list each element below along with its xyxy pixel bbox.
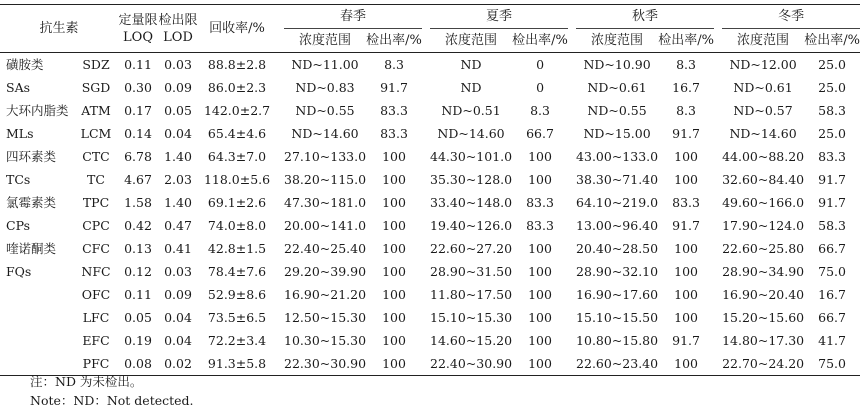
cell-lod: 0.04 <box>164 333 192 348</box>
cell-spacer <box>568 76 576 99</box>
cell-abbr: TC <box>87 172 105 187</box>
cell-spacer <box>422 352 430 376</box>
cell-spacer <box>714 122 722 145</box>
cell-spacer <box>422 283 430 306</box>
cell-rate: 83.3 <box>380 126 408 141</box>
cell-spacer <box>422 145 430 168</box>
cell-spacer <box>276 122 284 145</box>
cell-range: 22.60~27.20 <box>430 241 513 256</box>
cell-spacer <box>714 214 722 237</box>
cell-rate: 100 <box>382 333 406 348</box>
cell-rate: 100 <box>674 241 698 256</box>
cell-range: 22.70~24.20 <box>722 352 804 376</box>
cell-recovery: 91.3±5.8 <box>198 352 276 376</box>
cell-range: 64.10~219.0 <box>576 195 659 210</box>
cell-loq: 0.11 <box>124 287 152 302</box>
cell-recovery: 52.9±8.6 <box>207 287 267 302</box>
cell-rate: 100 <box>382 310 406 325</box>
cell-rate: 100 <box>674 172 698 187</box>
cell-range: ND~14.60 <box>437 126 505 141</box>
cell-spacer <box>276 145 284 168</box>
header-rate: 检出率/% <box>658 29 714 53</box>
cell-spacer <box>276 237 284 260</box>
cell-recovery: 118.0±5.6 <box>203 172 271 187</box>
cell-spacer <box>568 99 576 122</box>
cell-lod: 0.04 <box>164 126 192 141</box>
cell-spacer <box>422 214 430 237</box>
cell-rate: 25.0 <box>818 80 846 95</box>
cell-spacer <box>568 306 576 329</box>
cell-range: 16.90~20.40 <box>722 287 805 302</box>
cell-spacer <box>568 53 576 77</box>
table-row <box>0 306 860 329</box>
cell-spacer <box>276 329 284 352</box>
cell-rate: 8.3 <box>676 103 696 118</box>
cell-rate: 100 <box>382 195 406 210</box>
cell-spacer <box>276 306 284 329</box>
cell-range: 14.60~15.20 <box>430 333 513 348</box>
cell-rate: 25.0 <box>818 57 846 72</box>
cell-lod: 0.02 <box>158 352 198 376</box>
cell-rate: 83.3 <box>526 218 554 233</box>
header-lod <box>158 5 198 53</box>
cell-rate: 16.7 <box>672 80 700 95</box>
cell-abbr: PFC <box>74 352 118 376</box>
cell-recovery: 86.0±2.3 <box>207 80 267 95</box>
cell-spacer <box>714 306 722 329</box>
cell-rate: 83.3 <box>380 103 408 118</box>
cell-range: 43.00~133.0 <box>576 149 659 164</box>
cell-class: 喹诺酮类 <box>6 241 57 256</box>
cell-range: ND <box>460 80 482 95</box>
cell-range: 20.40~28.50 <box>576 241 659 256</box>
cell-loq: 4.67 <box>124 172 152 187</box>
cell-rate: 100 <box>512 352 568 376</box>
cell-lod: 0.03 <box>164 264 192 279</box>
cell-loq: 0.11 <box>124 57 152 72</box>
cell-abbr: OFC <box>81 287 111 302</box>
header-loq-cn: 定量限 <box>118 12 158 28</box>
cell-spacer <box>422 168 430 191</box>
cell-rate: 25.0 <box>818 126 846 141</box>
cell-lod: 0.47 <box>164 218 192 233</box>
cell-spacer <box>422 76 430 99</box>
cell-rate: 66.7 <box>818 241 846 256</box>
cell-range: 16.90~21.20 <box>284 287 367 302</box>
cell-spacer <box>276 283 284 306</box>
cell-spacer <box>276 191 284 214</box>
cell-spacer <box>276 53 284 77</box>
cell-rate: 100 <box>528 264 552 279</box>
cell-spacer <box>422 260 430 283</box>
cell-spacer <box>568 145 576 168</box>
cell-rate: 100 <box>382 287 406 302</box>
cell-rate: 100 <box>658 352 714 376</box>
cell-rate: 83.3 <box>818 149 846 164</box>
cell-loq: 6.78 <box>124 149 152 164</box>
header-loq-en: LOQ <box>123 29 153 45</box>
cell-spacer <box>422 237 430 260</box>
cell-abbr: SGD <box>81 80 111 95</box>
data-table <box>0 4 860 376</box>
cell-spacer <box>714 237 722 260</box>
cell-rate: 66.7 <box>818 310 846 325</box>
cell-rate: 8.3 <box>384 57 404 72</box>
cell-loq: 0.13 <box>124 241 152 256</box>
cell-range: ND~14.60 <box>291 126 359 141</box>
cell-spacer <box>422 191 430 214</box>
cell-spacer <box>276 76 284 99</box>
cell-spacer <box>422 329 430 352</box>
header-season-autumn: 秋季 <box>576 5 714 29</box>
cell-range: 22.60~25.80 <box>722 241 805 256</box>
cell-rate: 83.3 <box>672 195 700 210</box>
header-season-spring: 春季 <box>284 5 422 29</box>
cell-spacer <box>714 168 722 191</box>
header-lod-en: LOD <box>163 29 193 45</box>
cell-recovery: 42.8±1.5 <box>207 241 267 256</box>
cell-recovery: 65.4±4.6 <box>207 126 267 141</box>
header-rate: 检出率/% <box>512 29 568 53</box>
cell-rate: 83.3 <box>526 195 554 210</box>
cell-lod: 2.03 <box>164 172 192 187</box>
cell-range: ND~10.90 <box>583 57 651 72</box>
table-row <box>0 53 860 77</box>
cell-loq: 0.30 <box>124 80 152 95</box>
header-rate: 检出率/% <box>804 29 860 53</box>
cell-spacer <box>568 168 576 191</box>
cell-recovery: 74.0±8.0 <box>207 218 267 233</box>
cell-abbr: LCM <box>80 126 112 141</box>
cell-rate: 75.0 <box>818 264 846 279</box>
table-row <box>0 122 860 145</box>
cell-spacer <box>276 260 284 283</box>
header-season-summer: 夏季 <box>430 5 568 29</box>
cell-lod: 0.41 <box>164 241 192 256</box>
cell-range: ND~12.00 <box>729 57 797 72</box>
cell-range: 15.20~15.60 <box>722 310 805 325</box>
table-row <box>0 283 860 306</box>
cell-rate: 100 <box>528 287 552 302</box>
cell-rate: 100 <box>674 264 698 279</box>
cell-range: 22.40~30.90 <box>430 352 512 376</box>
table-row <box>0 214 860 237</box>
table-row <box>0 237 860 260</box>
cell-rate: 100 <box>382 218 406 233</box>
cell-rate: 91.7 <box>672 126 700 141</box>
cell-spacer <box>276 352 284 376</box>
cell-lod: 0.04 <box>164 310 192 325</box>
cell-rate: 8.3 <box>530 103 550 118</box>
cell-range: ND~0.55 <box>587 103 647 118</box>
cell-class: TCs <box>6 172 31 187</box>
cell-rate: 0 <box>536 80 545 95</box>
cell-rate: 100 <box>382 172 406 187</box>
cell-abbr: TPC <box>82 195 110 210</box>
cell-range: 47.30~181.0 <box>284 195 367 210</box>
cell-range: ND~0.61 <box>733 80 793 95</box>
cell-rate: 100 <box>674 149 698 164</box>
header-range: 浓度范围 <box>284 29 366 53</box>
cell-spacer <box>714 329 722 352</box>
table-row <box>0 76 860 99</box>
cell-rate: 100 <box>528 310 552 325</box>
cell-lod: 0.03 <box>164 57 192 72</box>
cell-rate: 100 <box>528 172 552 187</box>
cell-recovery: 72.2±3.4 <box>207 333 267 348</box>
cell-loq: 0.19 <box>124 333 152 348</box>
cell-loq: 1.58 <box>124 195 152 210</box>
cell-rate: 91.7 <box>672 333 700 348</box>
cell-spacer <box>422 53 430 77</box>
header-rate: 检出率/% <box>366 29 422 53</box>
cell-range: 49.60~166.0 <box>722 195 805 210</box>
header-antibiotic: 抗生素 <box>0 5 118 53</box>
cell-spacer <box>276 168 284 191</box>
header-range: 浓度范围 <box>576 29 658 53</box>
cell-abbr: CTC <box>82 149 110 164</box>
cell-range: 22.60~23.40 <box>576 352 658 376</box>
cell-spacer <box>568 122 576 145</box>
cell-range: 38.30~71.40 <box>576 172 659 187</box>
cell-range: 35.30~128.0 <box>430 172 513 187</box>
cell-rate: 58.3 <box>818 218 846 233</box>
cell-class <box>0 283 74 306</box>
header-lod-cn: 检出限 <box>158 12 198 28</box>
cell-lod: 0.09 <box>164 287 192 302</box>
header-range: 浓度范围 <box>430 29 512 53</box>
cell-lod: 0.09 <box>164 80 192 95</box>
cell-range: 28.90~34.90 <box>722 264 805 279</box>
cell-class: 四环素类 <box>6 149 57 164</box>
cell-rate: 8.3 <box>676 57 696 72</box>
cell-abbr: SDZ <box>82 57 110 72</box>
cell-spacer <box>568 237 576 260</box>
cell-spacer <box>714 76 722 99</box>
cell-recovery: 142.0±2.7 <box>203 103 271 118</box>
cell-range: ND~0.51 <box>441 103 501 118</box>
cell-rate: 100 <box>382 264 406 279</box>
cell-rate: 100 <box>674 287 698 302</box>
cell-spacer <box>568 260 576 283</box>
cell-rate: 100 <box>382 241 406 256</box>
cell-class: CPs <box>6 218 31 233</box>
cell-range: ND~0.57 <box>733 103 793 118</box>
cell-class <box>0 329 74 352</box>
cell-lod: 1.40 <box>164 149 192 164</box>
header-range: 浓度范围 <box>722 29 804 53</box>
note-en: Note：ND：Not detected. <box>30 393 194 408</box>
table-body <box>0 53 860 376</box>
cell-lod: 0.05 <box>164 103 192 118</box>
table-row <box>0 145 860 168</box>
cell-rate: 91.7 <box>818 195 846 210</box>
cell-spacer <box>568 352 576 376</box>
cell-range: ND~14.60 <box>729 126 797 141</box>
cell-range: 44.30~101.0 <box>430 149 513 164</box>
cell-class: FQs <box>6 264 32 279</box>
cell-rate: 100 <box>528 333 552 348</box>
cell-class: 大环内脂类 <box>6 103 69 118</box>
note-cn: 注：ND 为未检出。 <box>30 374 143 389</box>
cell-spacer <box>422 99 430 122</box>
cell-range: 27.10~133.0 <box>284 149 367 164</box>
cell-class: 氯霉素类 <box>6 195 57 210</box>
cell-range: 20.00~141.0 <box>284 218 367 233</box>
table-row <box>0 99 860 122</box>
cell-class: MLs <box>6 126 34 141</box>
cell-rate: 100 <box>528 149 552 164</box>
cell-range: 19.40~126.0 <box>430 218 513 233</box>
cell-range: ND~0.61 <box>587 80 647 95</box>
cell-loq: 0.12 <box>124 264 152 279</box>
header-recovery: 回收率/% <box>198 5 276 53</box>
cell-range: 16.90~17.60 <box>576 287 659 302</box>
cell-range: 28.90~31.50 <box>430 264 513 279</box>
table-row <box>0 168 860 191</box>
cell-spacer <box>714 99 722 122</box>
cell-loq: 0.05 <box>124 310 152 325</box>
cell-abbr: ATM <box>81 103 111 118</box>
cell-range: 14.80~17.30 <box>722 333 805 348</box>
cell-range: ND~0.83 <box>295 80 355 95</box>
cell-loq: 0.42 <box>124 218 152 233</box>
cell-spacer <box>714 352 722 376</box>
table-row <box>0 191 860 214</box>
cell-rate: 41.7 <box>818 333 846 348</box>
cell-abbr: EFC <box>82 333 110 348</box>
cell-rate: 100 <box>674 310 698 325</box>
cell-spacer <box>422 306 430 329</box>
cell-range: 44.00~88.20 <box>722 149 805 164</box>
cell-spacer <box>568 283 576 306</box>
cell-range: 29.20~39.90 <box>284 264 367 279</box>
cell-spacer <box>714 260 722 283</box>
cell-range: ND~11.00 <box>291 57 359 72</box>
cell-class <box>0 306 74 329</box>
cell-rate: 91.7 <box>380 80 408 95</box>
cell-rate: 91.7 <box>818 172 846 187</box>
cell-lod: 1.40 <box>164 195 192 210</box>
cell-spacer <box>568 214 576 237</box>
cell-rate: 66.7 <box>526 126 554 141</box>
cell-loq: 0.08 <box>118 352 158 376</box>
cell-class: 磺胺类 <box>6 57 44 72</box>
header-loq <box>118 5 158 53</box>
cell-range: 17.90~124.0 <box>722 218 805 233</box>
cell-abbr: CPC <box>82 218 110 233</box>
cell-range: 22.30~30.90 <box>284 352 366 376</box>
cell-rate: 0 <box>536 57 545 72</box>
cell-abbr: CFC <box>82 241 110 256</box>
cell-rate: 100 <box>366 352 422 376</box>
cell-spacer <box>714 283 722 306</box>
cell-rate: 91.7 <box>672 218 700 233</box>
cell-rate: 100 <box>382 149 406 164</box>
cell-recovery: 88.8±2.8 <box>207 57 267 72</box>
cell-rate: 100 <box>528 241 552 256</box>
header-season-winter: 冬季 <box>722 5 860 29</box>
cell-abbr: NFC <box>81 264 111 279</box>
cell-range: 10.30~15.30 <box>284 333 367 348</box>
cell-range: ND <box>460 57 482 72</box>
table-row <box>0 260 860 283</box>
cell-rate: 58.3 <box>818 103 846 118</box>
cell-recovery: 69.1±2.6 <box>207 195 267 210</box>
cell-range: 10.80~15.80 <box>576 333 659 348</box>
cell-spacer <box>714 191 722 214</box>
table-notes <box>30 372 194 410</box>
cell-range: 12.50~15.30 <box>284 310 367 325</box>
cell-spacer <box>422 122 430 145</box>
table-row <box>0 329 860 352</box>
cell-loq: 0.17 <box>124 103 152 118</box>
cell-spacer <box>276 214 284 237</box>
cell-loq: 0.14 <box>124 126 152 141</box>
cell-range: 22.40~25.40 <box>284 241 367 256</box>
cell-class: SAs <box>6 80 31 95</box>
cell-recovery: 64.3±7.0 <box>207 149 267 164</box>
cell-range: 13.00~96.40 <box>576 218 659 233</box>
cell-range: 38.20~115.0 <box>284 172 367 187</box>
cell-range: 15.10~15.50 <box>576 310 659 325</box>
cell-range: ND~15.00 <box>583 126 651 141</box>
cell-range: 32.60~84.40 <box>722 172 805 187</box>
cell-recovery: 73.5±6.5 <box>207 310 267 325</box>
cell-range: 11.80~17.50 <box>430 287 513 302</box>
cell-range: ND~0.55 <box>295 103 355 118</box>
cell-range: 33.40~148.0 <box>430 195 513 210</box>
cell-spacer <box>568 329 576 352</box>
cell-rate: 75.0 <box>804 352 860 376</box>
cell-spacer <box>714 53 722 77</box>
cell-range: 15.10~15.30 <box>430 310 513 325</box>
cell-range: 28.90~32.10 <box>576 264 659 279</box>
cell-recovery: 78.4±7.6 <box>207 264 267 279</box>
cell-spacer <box>276 99 284 122</box>
cell-spacer <box>714 145 722 168</box>
cell-spacer <box>568 191 576 214</box>
cell-rate: 16.7 <box>818 287 846 302</box>
cell-abbr: LFC <box>82 310 110 325</box>
